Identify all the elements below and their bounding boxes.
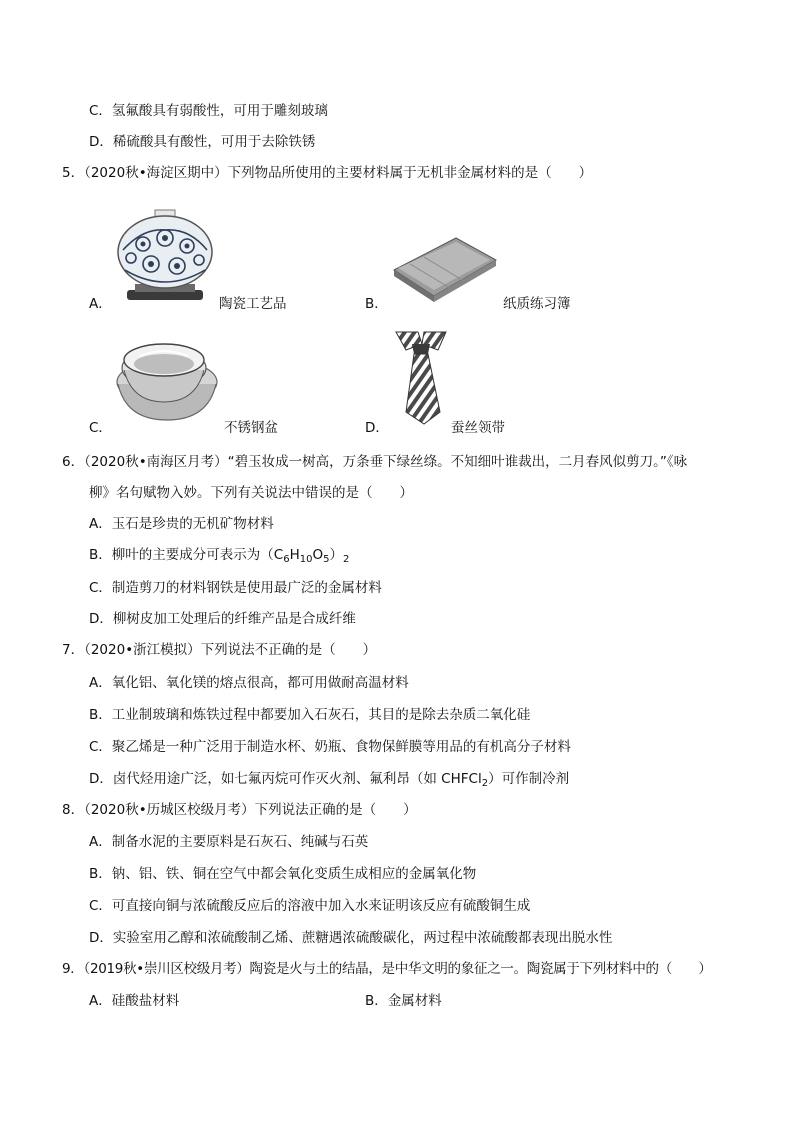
q8-option-a: A．制备水泥的主要原料是石灰石、纯碱与石英 bbox=[89, 834, 369, 850]
q9-option-a: A．硅酸盐材料 bbox=[89, 993, 180, 1009]
q6-option-c: C．制造剪刀的材料钢铁是使用最广泛的金属材料 bbox=[89, 580, 382, 596]
q5-option-a-letter: A． bbox=[89, 296, 112, 312]
q6-option-b: B．柳叶的主要成分可表示为$(C_6H_{10}O_5)_2$ bbox=[89, 547, 350, 565]
q5-option-c-text: 不锈钢盆 bbox=[224, 420, 278, 436]
q6-stem-line1: 6．（2020秋•南海区月考）“碧玉妆成一树高，万条垂下绿丝绦。不知细叶谁裁出，二月春风似剪刀。”《咏 bbox=[62, 454, 688, 470]
q6-option-d: D．柳树皮加工处理后的纤维产品是合成纤维 bbox=[89, 611, 356, 627]
q7-option-b: B．工业制玻璃和炼铁过程中都要加入石灰石，其目的是除去杂质二氧化硅 bbox=[89, 707, 531, 723]
q9-stem: 9．（2019秋•崇川区校级月考）陶瓷是火与土的结晶，是中华文明的象征之一。陶瓷属于下列材料中的（ ） bbox=[62, 961, 712, 977]
q8-option-d: D．实验室用乙醇和浓硫酸制乙烯、蔗糖遇浓硫酸碳化，两过程中浓硫酸都表现出脱水性 bbox=[89, 930, 613, 946]
notebook-image bbox=[390, 234, 500, 304]
q6-stem-line2: 柳》名句赋物入妙。下列有关说法中错误的是（ ） bbox=[89, 485, 413, 501]
q8-option-c: C．可直接向铜与浓硫酸反应后的溶液中加入水来证明该反应有硫酸铜生成 bbox=[89, 898, 531, 914]
q5-option-d-letter: D． bbox=[365, 420, 389, 436]
q4-option-c: C．氢氟酸具有弱酸性，可用于雕刻玻璃 bbox=[89, 103, 328, 119]
q4-option-d: D．稀硫酸具有酸性，可用于去除铁锈 bbox=[89, 134, 316, 150]
q7-stem: 7．（2020•浙江模拟）下列说法不正确的是（ ） bbox=[62, 642, 377, 658]
q5-option-b-letter: B． bbox=[365, 296, 388, 312]
q7-option-c: C．聚乙烯是一种广泛用于制造水杯、奶瓶、食物保鲜膜等用品的有机高分子材料 bbox=[89, 739, 571, 755]
steel-basin-image bbox=[114, 338, 220, 424]
q5-option-b-text: 纸质练习簿 bbox=[503, 296, 571, 312]
vase-image bbox=[113, 208, 217, 302]
q5-option-a-text: 陶瓷工艺品 bbox=[219, 296, 287, 312]
silk-tie-image bbox=[394, 330, 448, 426]
q5-option-d-text: 蚕丝领带 bbox=[451, 420, 505, 436]
q6-option-a: A．玉石是珍贵的无机矿物材料 bbox=[89, 516, 274, 532]
q7-option-a: A．氧化铝、氧化镁的熔点很高，都可用做耐高温材料 bbox=[89, 675, 409, 691]
q5-stem: 5．（2020秋•海淀区期中）下列物品所使用的主要材料属于无机非金属材料的是（ ） bbox=[62, 165, 593, 181]
q9-option-b: B．金属材料 bbox=[365, 993, 442, 1009]
q8-stem: 8．（2020秋•历城区校级月考）下列说法正确的是（ ） bbox=[62, 802, 417, 818]
q7-option-d: D．卤代烃用途广泛，如七氟丙烷可作灭火剂、氟利昂（如 CHFCl$_2$）可作制冷剂 bbox=[89, 771, 570, 789]
q5-option-c-letter: C． bbox=[89, 420, 112, 436]
q8-option-b: B．钠、铝、铁、铜在空气中都会氧化变质生成相应的金属氧化物 bbox=[89, 866, 477, 882]
